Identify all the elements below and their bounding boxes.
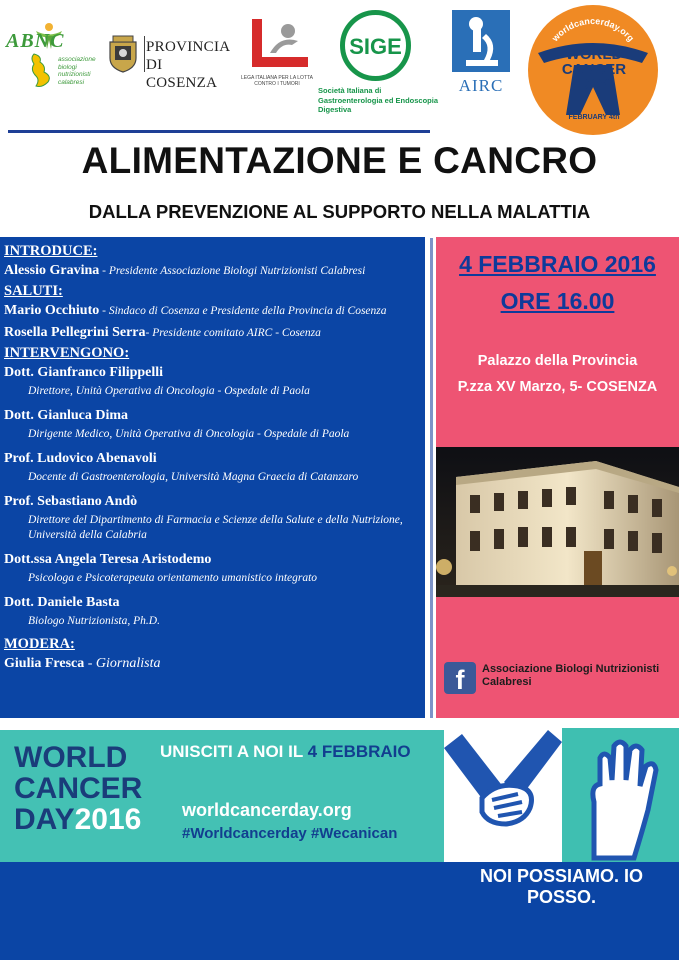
abnc-logo <box>6 22 98 92</box>
program-panel <box>0 237 425 718</box>
wcd-line3: DAY <box>578 76 610 93</box>
sige-emblem-icon <box>338 8 413 83</box>
wcd-url: worldcancerday.org <box>550 15 637 44</box>
intervengono-heading: INTERVENGONO: <box>4 345 130 361</box>
wcd-line1: WORLD <box>565 46 623 63</box>
modera-name: Giulia Fresca <box>4 656 85 671</box>
event-address: P.zza XV Marzo, 5- COSENZA <box>457 379 658 395</box>
speaker-role: Docente di Gastroenterologia, Università Magna Graecia di Catanzaro <box>28 471 359 483</box>
lilt-logo <box>238 15 316 95</box>
airc-logo <box>450 10 512 98</box>
join-text: UNISCITI A NOI IL <box>160 742 303 761</box>
introduce-line <box>4 260 425 282</box>
divider <box>144 36 145 72</box>
join-us-text <box>160 742 411 762</box>
wcd-date: FEBRUARY 4th <box>568 114 620 121</box>
sige-logo <box>318 8 443 113</box>
hands-illustration <box>444 728 679 863</box>
calabria-map-icon <box>26 52 56 90</box>
speaker-item <box>4 549 425 586</box>
modera-heading: MODERA: <box>4 636 75 652</box>
lilt-text: LEGA ITALIANA PER LA LOTTA CONTRO I TUMORI <box>240 75 314 87</box>
speaker-item <box>4 448 425 485</box>
speaker-role: Direttore, Unità Operativa di Oncologia - Ospedale di Paola <box>28 385 310 397</box>
hashtags: #Worldcancerday #Wecanican <box>182 825 398 842</box>
coat-of-arms-icon <box>106 34 140 74</box>
saluti-line <box>4 300 425 322</box>
facebook-icon[interactable]: f <box>444 662 476 694</box>
world-cancer-day-logo <box>524 3 662 137</box>
saluti-role: - Sindaco di Cosenza e Presidente della Provincia di Cosenza <box>99 305 387 317</box>
speaker-item <box>4 362 425 399</box>
speaker-name: Dott. Daniele Basta <box>4 595 120 610</box>
wcd16-line3: DAY <box>14 803 75 836</box>
event-date: 4 FEBBRAIO 2016 <box>459 251 656 277</box>
introduce-role: - Presidente Associazione Biologi Nutrizionisti Calabresi <box>99 265 366 277</box>
wcd-line2: CANCER <box>561 61 627 78</box>
modera-line <box>4 653 425 675</box>
introduce-name: Alessio Gravina <box>4 263 100 278</box>
saluti-name: Rosella Pellegrini Serra <box>4 325 146 340</box>
logo-bar <box>0 0 679 135</box>
provincia-cosenza-logo <box>104 32 234 91</box>
speaker-role: Direttore del Dipartimento di Farmacia e Scienze della Salute e della Nutrizione, Università della Calabria <box>28 514 403 541</box>
website-link[interactable]: worldcancerday.org <box>182 800 352 820</box>
sige-name: Società Italiana di Gastroenterologia ed Endoscopia Digestiva <box>318 86 439 114</box>
modera-separator: - <box>84 656 96 671</box>
wcd16-line3-wrap <box>14 804 164 835</box>
airc-name: AIRC <box>458 76 504 95</box>
modera-role: Giornalista <box>95 656 161 671</box>
event-panel <box>436 237 679 718</box>
speaker-item <box>4 405 425 442</box>
speaker-item <box>4 592 425 629</box>
provincia-text <box>146 38 234 92</box>
slogan: NOI POSSIAMO. IO POSSO. <box>479 866 644 907</box>
speaker-role: Psicologa e Psicoterapeuta orientamento umanistico integrato <box>28 572 318 584</box>
saluti-name: Mario Occhiuto <box>4 303 100 318</box>
facebook-page-name[interactable]: Associazione Biologi Nutrizionisti Calabresi <box>482 663 660 688</box>
speaker-role: Dirigente Medico, Unità Operativa di Oncologia - Ospedale di Paola <box>28 428 350 440</box>
speaker-name: Dott. Gianfranco Filippelli <box>4 365 164 380</box>
join-date: 4 FEBBRAIO <box>307 742 411 761</box>
page-title: ALIMENTAZIONE E CANCRO <box>81 140 598 181</box>
provincia-line2: DI COSENZA <box>146 57 218 91</box>
speaker-name: Dott. Gianluca Dima <box>4 408 129 423</box>
provincia-line1: PROVINCIA <box>146 39 231 55</box>
event-venue: Palazzo della Provincia <box>477 353 638 369</box>
wcd16-line1: WORLD <box>14 741 128 774</box>
introduce-heading: INTRODUCE: <box>4 243 98 259</box>
palazzo-photo <box>436 447 679 597</box>
speaker-item <box>4 491 425 543</box>
airc-microscope-icon <box>452 10 510 72</box>
wcd16-year: 2016 <box>74 803 142 836</box>
saluti-heading: SALUTI: <box>4 283 63 299</box>
wcd-2016-wordmark <box>14 742 164 835</box>
sige-acronym: SIGE <box>349 34 402 59</box>
speaker-name: Dott.ssa Angela Teresa Aristodemo <box>4 552 212 567</box>
panel-divider <box>430 238 433 718</box>
event-time: ORE 16.00 <box>500 288 615 314</box>
saluti-line <box>4 322 425 344</box>
lilt-mark-icon <box>242 15 312 75</box>
speaker-role: Biologo Nutrizionista, Ph.D. <box>28 615 160 627</box>
page-subtitle: DALLA PREVENZIONE AL SUPPORTO NELLA MALATTIA <box>88 201 591 222</box>
title-rule <box>8 130 430 133</box>
speaker-name: Prof. Sebastiano Andò <box>4 494 138 509</box>
speaker-name: Prof. Ludovico Abenavoli <box>4 451 157 466</box>
saluti-role: - Presidente comitato AIRC - Cosenza <box>145 327 321 339</box>
wcd16-line2: CANCER <box>14 772 143 805</box>
abnc-subtitle: associazione biologi nutrizionisti calabresi <box>58 56 96 86</box>
abnc-letters: ABNC <box>6 30 65 52</box>
